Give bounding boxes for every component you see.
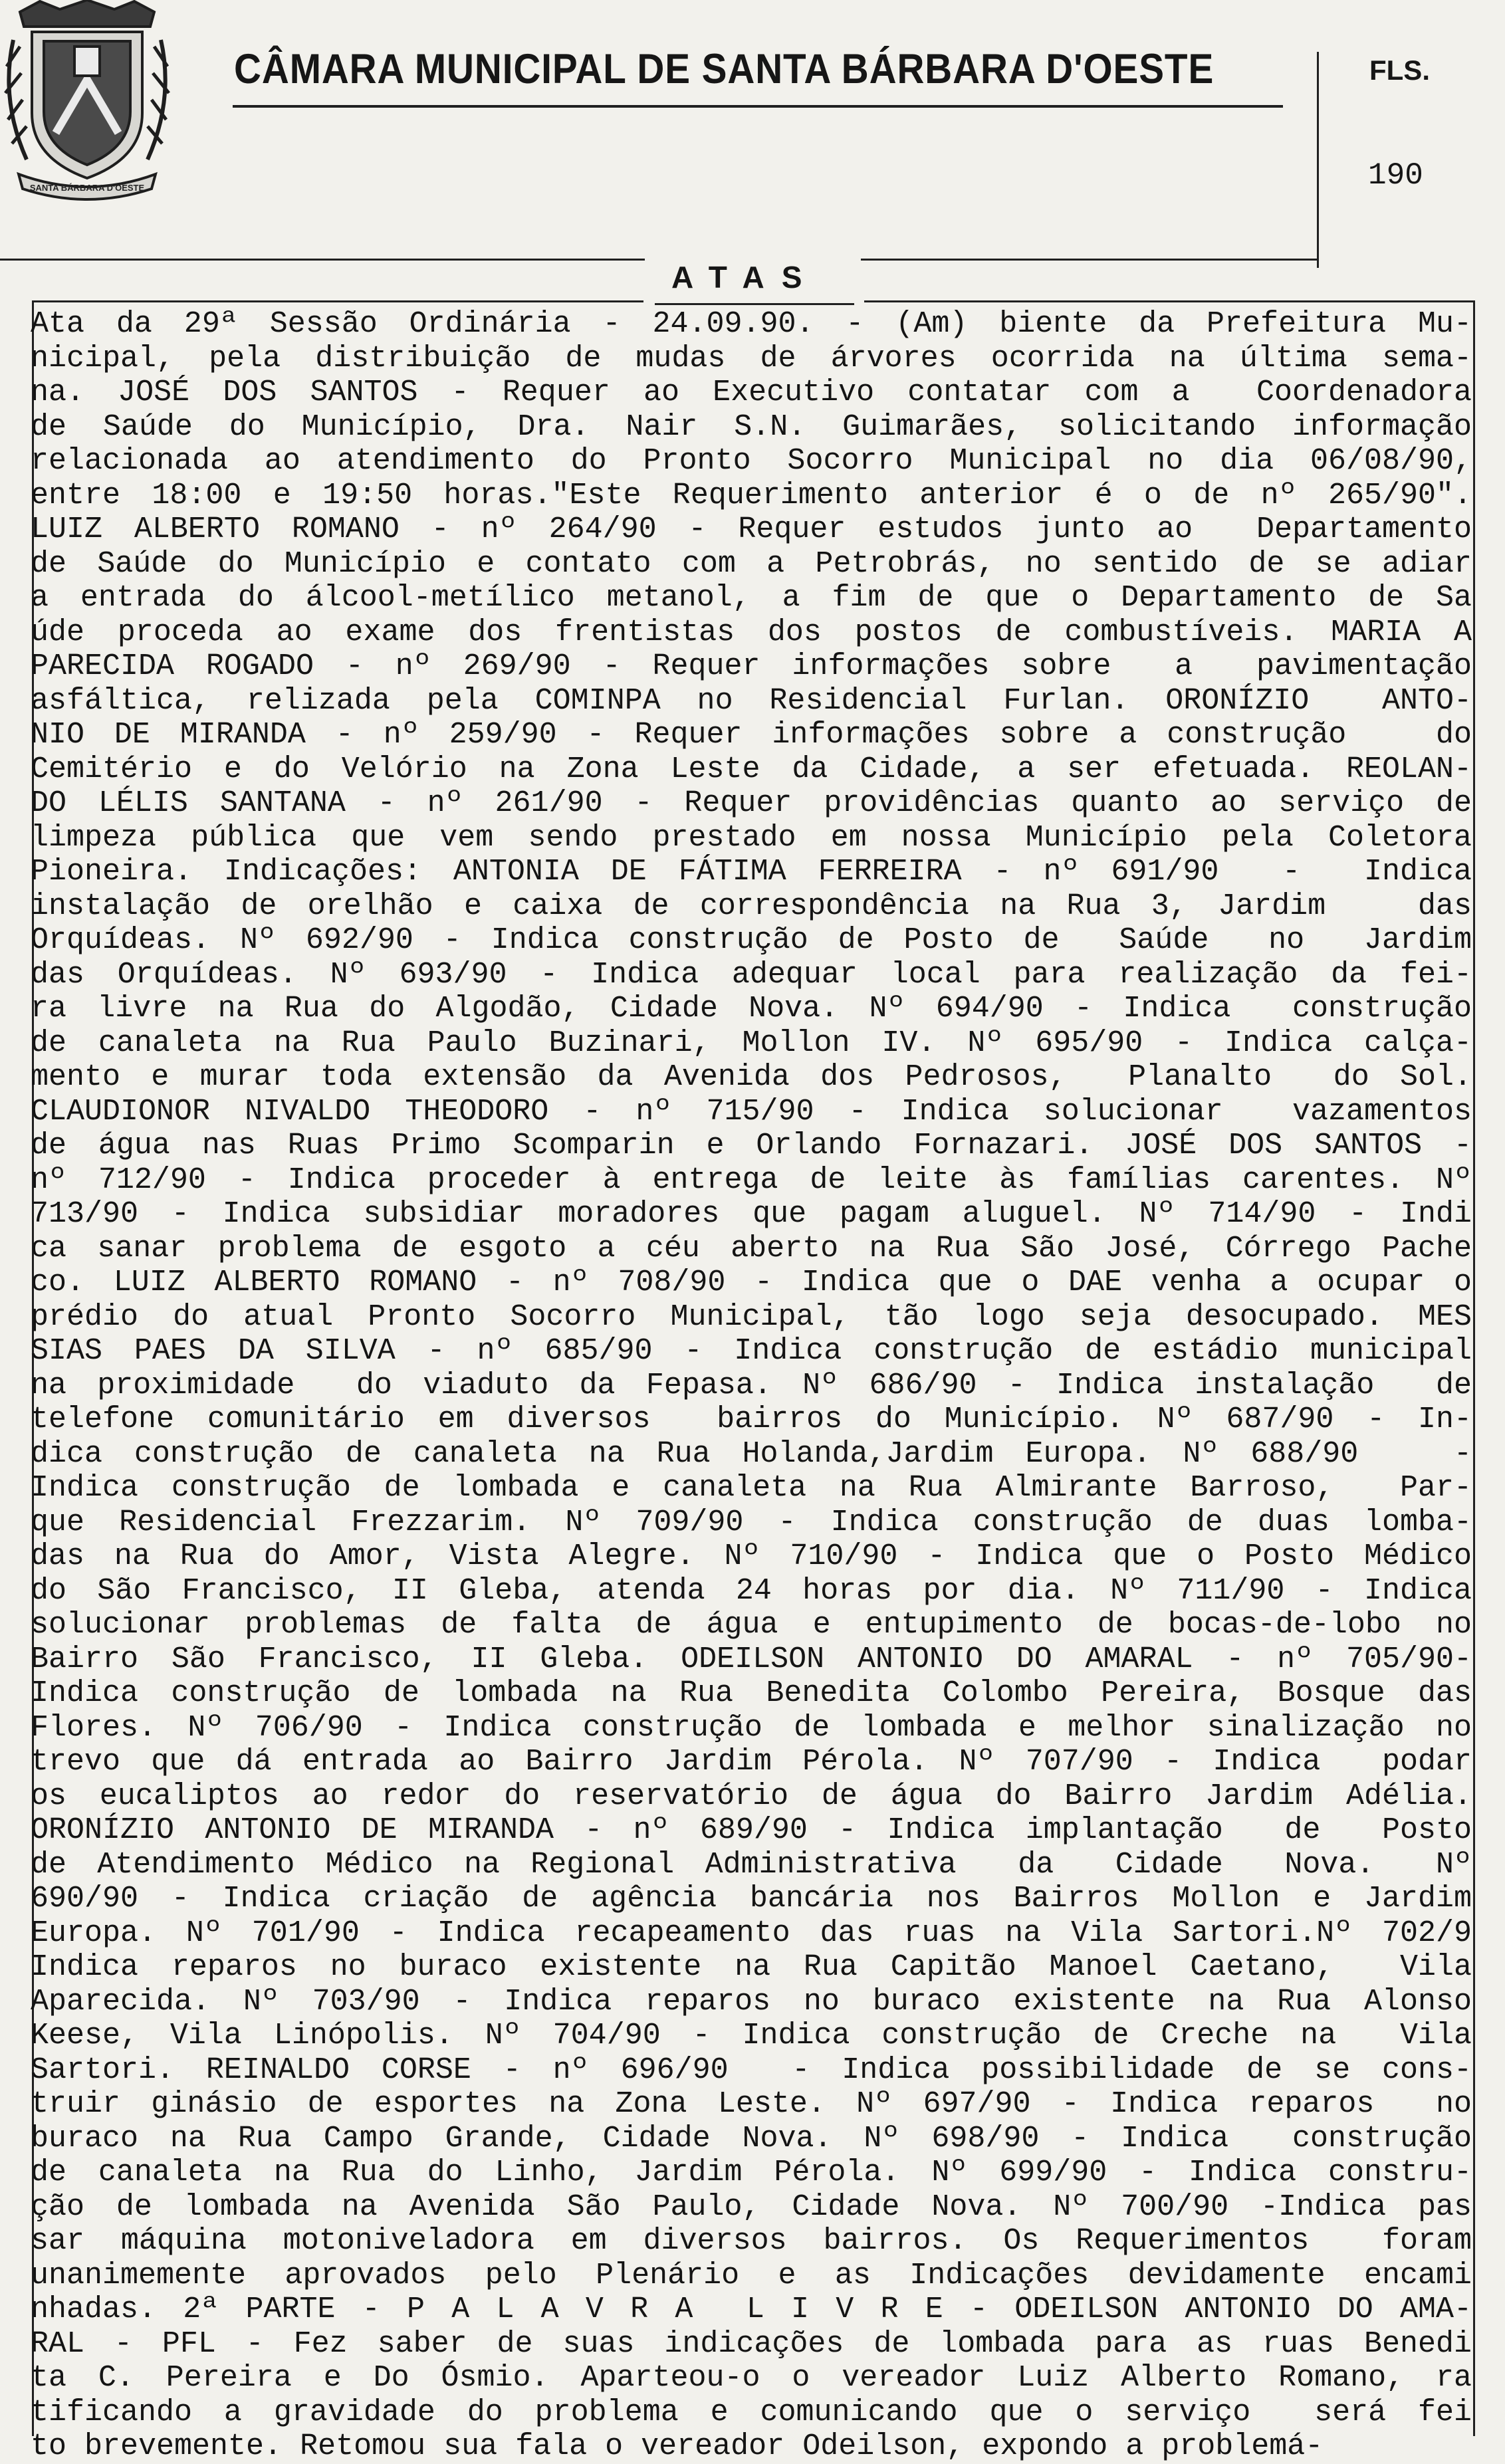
minutes-line: nhadas. 2ª PARTE - P A L A V R A L I V R E - ODEILSON ANTONIO DO AMA- — [31, 2293, 1472, 2326]
minutes-line: ORONÍZIO ANTONIO DE MIRANDA - nº 689/90 - Indica implantação de Posto — [31, 1813, 1472, 1847]
minutes-line: telefone comunitário em diversos bairros do Município. Nº 687/90 - In- — [31, 1402, 1472, 1436]
minutes-line: entre 18:00 e 19:50 horas."Este Requerimento anterior é o de nº 265/90". — [31, 478, 1472, 512]
minutes-line: ta C. Pereira e Do Ósmio. Aparteou-o o vereador Luiz Alberto Romano, ra — [31, 2361, 1472, 2395]
session-minutes-text — [31, 307, 1472, 2464]
minutes-line: LUIZ ALBERTO ROMANO - nº 264/90 - Requer estudos junto ao Departamento — [31, 512, 1472, 546]
crest-ribbon-text: SANTA BÁRBARA D'OESTE — [29, 183, 145, 193]
minutes-line: Indica construção de lombada na Rua Benedita Colombo Pereira, Bosque das — [31, 1676, 1472, 1710]
minutes-line: mento e murar toda extensão da Avenida dos Pedrosos, Planalto do Sol. — [31, 1060, 1472, 1094]
minutes-line: ca sanar problema de esgoto a céu aberto na Rua São José, Córrego Pache — [31, 1231, 1472, 1266]
text-box-border-top-right — [864, 300, 1474, 302]
minutes-line: tificando a gravidade do problema e comunicando que o serviço será fei — [31, 2395, 1472, 2429]
minutes-line: de canaleta na Rua Paulo Buzinari, Mollon IV. Nº 695/90 - Indica calça- — [31, 1026, 1472, 1060]
section-title-underline — [655, 303, 854, 305]
minutes-line: nicipal, pela distribuição de mudas de árvores ocorrida na última sema- — [31, 341, 1472, 376]
minutes-line: dica construção de canaleta na Rua Holanda,Jardim Europa. Nº 688/90 - — [31, 1436, 1472, 1471]
minutes-line: 690/90 - Indica criação de agência bancária nos Bairros Mollon e Jardim — [31, 1882, 1472, 1916]
minutes-line: Orquídeas. Nº 692/90 - Indica construção de Posto de Saúde no Jardim — [31, 923, 1472, 957]
minutes-line: ção de lombada na Avenida São Paulo, Cidade Nova. Nº 700/90 -Indica pas — [31, 2189, 1472, 2224]
fls-label: FLS. — [1369, 55, 1430, 86]
minutes-line: RAL - PFL - Fez saber de suas indicações de lombada para as ruas Benedi — [31, 2326, 1472, 2361]
minutes-line: na. JOSÉ DOS SANTOS - Requer ao Executivo contatar com a Coordenadora — [31, 376, 1472, 409]
minutes-line: os eucaliptos ao redor do reservatório de água do Bairro Jardim Adélia. — [31, 1779, 1472, 1813]
minutes-line: unanimemente aprovados pelo Plenário e as Indicações devidamente encami — [31, 2258, 1472, 2293]
minutes-line: na proximidade do viaduto da Fepasa. Nº 686/90 - Indica instalação de — [31, 1368, 1472, 1402]
minutes-line: nº 712/90 - Indica proceder à entrega de leite às famílias carentes. Nº — [31, 1163, 1472, 1197]
minutes-line: 713/90 - Indica subsidiar moradores que pagam aluguel. Nº 714/90 - Indi — [31, 1197, 1472, 1231]
minutes-line: Flores. Nº 706/90 - Indica construção de lombada e melhor sinalização no — [31, 1710, 1472, 1745]
minutes-line: Ata da 29ª Sessão Ordinária - 24.09.90. - (Am) biente da Prefeitura Mu- — [31, 307, 1472, 341]
minutes-line: Aparecida. Nº 703/90 - Indica reparos no buraco existente na Rua Alonso — [31, 1984, 1472, 2019]
municipal-crest-logo — [0, 0, 174, 207]
minutes-line: de Saúde do Município, Dra. Nair S.N. Guimarães, solicitando informação — [31, 409, 1472, 444]
minutes-line: de Atendimento Médico na Regional Administrativa da Cidade Nova. Nº — [31, 1847, 1472, 1882]
minutes-line: das na Rua do Amor, Vista Alegre. Nº 710/90 - Indica que o Posto Médico — [31, 1539, 1472, 1573]
minutes-line: trevo que dá entrada ao Bairro Jardim Pérola. Nº 707/90 - Indica podar — [31, 1745, 1472, 1779]
minutes-line: do São Francisco, II Gleba, atenda 24 horas por dia. Nº 711/90 - Indica — [31, 1573, 1472, 1608]
text-box-border-right — [1473, 300, 1475, 2436]
minutes-line: buraco na Rua Campo Grande, Cidade Nova. Nº 698/90 - Indica construção — [31, 2121, 1472, 2156]
council-name-heading: CÂMARA MUNICIPAL DE SANTA BÁRBARA D'OESTE — [234, 46, 1215, 92]
top-rule-right — [861, 259, 1318, 261]
minutes-line: de canaleta na Rua do Linho, Jardim Pérola. Nº 699/90 - Indica constru- — [31, 2156, 1472, 2189]
minutes-line: que Residencial Frezzarim. Nº 709/90 - Indica construção de duas lomba- — [31, 1505, 1472, 1539]
minutes-line: truir ginásio de esportes na Zona Leste. Nº 697/90 - Indica reparos no — [31, 2087, 1472, 2121]
minutes-line: sar máquina motoniveladora em diversos bairros. Os Requerimentos foram — [31, 2224, 1472, 2258]
minutes-line: solucionar problemas de falta de água e entupimento de bocas-de-lobo no — [31, 1608, 1472, 1642]
minutes-line: Europa. Nº 701/90 - Indica recapeamento das ruas na Vila Sartori.Nº 702/9 — [31, 1916, 1472, 1950]
minutes-line: SIAS PAES DA SILVA - nº 685/90 - Indica construção de estádio municipal — [31, 1334, 1472, 1368]
minutes-line: Cemitério e do Velório na Zona Leste da Cidade, a ser efetuada. REOLAN- — [31, 752, 1472, 786]
minutes-line: DO LÉLIS SANTANA - nº 261/90 - Requer providências quanto ao serviço de — [31, 786, 1472, 820]
minutes-line: instalação de orelhão e caixa de correspondência na Rua 3, Jardim das — [31, 889, 1472, 923]
minutes-line: de água nas Ruas Primo Scomparin e Orlando Fornazari. JOSÉ DOS SANTOS - — [31, 1129, 1472, 1163]
minutes-line: Keese, Vila Linópolis. Nº 704/90 - Indica construção de Creche na Vila — [31, 2019, 1472, 2053]
minutes-line: relacionada ao atendimento do Pronto Socorro Municipal no dia 06/08/90, — [31, 444, 1472, 478]
minutes-line: úde proceda ao exame dos frentistas dos postos de combustíveis. MARIA A — [31, 615, 1472, 649]
section-title: ATAS — [671, 260, 820, 294]
minutes-line: asfáltica, relizada pela COMINPA no Residencial Furlan. ORONÍZIO ANTO- — [31, 683, 1472, 718]
minutes-line: CLAUDIONOR NIVALDO THEODORO - nº 715/90 - Indica solucionar vazamentos — [31, 1094, 1472, 1129]
text-box-border-top-left — [32, 300, 643, 302]
minutes-line: co. LUIZ ALBERTO ROMANO - nº 708/90 - Indica que o DAE venha a ocupar o — [31, 1266, 1472, 1299]
minutes-line: ra livre na Rua do Algodão, Cidade Nova. Nº 694/90 - Indica construção — [31, 992, 1472, 1026]
minutes-line: limpeza pública que vem sendo prestado em nossa Município pela Coletora — [31, 820, 1472, 855]
minutes-line: NIO DE MIRANDA - nº 259/90 - Requer informações sobre a construção do — [31, 718, 1472, 752]
page-number: 190 — [1368, 158, 1423, 193]
top-rule-left — [0, 259, 645, 261]
minutes-line: Bairro São Francisco, II Gleba. ODEILSON ANTONIO DO AMARAL - nº 705/90- — [31, 1642, 1472, 1676]
minutes-line: de Saúde do Município e contato com a Petrobrás, no sentido de se adiar — [31, 546, 1472, 581]
minutes-line: das Orquídeas. Nº 693/90 - Indica adequar local para realização da fei- — [31, 957, 1472, 992]
minutes-line: a entrada do álcool-metílico metanol, a fim de que o Departamento de Sa — [31, 581, 1472, 615]
minutes-line: Indica construção de lombada e canaleta na Rua Almirante Barroso, Par- — [31, 1471, 1472, 1505]
minutes-line: to brevemente. Retomou sua fala o vereador Odeilson, expondo a problemá- — [31, 2429, 1324, 2463]
minutes-line: Sartori. REINALDO CORSE - nº 696/90 - Indica possibilidade de se cons- — [31, 2053, 1472, 2087]
minutes-line: Indica reparos no buraco existente na Rua Capitão Manoel Caetano, Vila — [31, 1950, 1472, 1984]
minutes-line: PARECIDA ROGADO - nº 269/90 - Requer informações sobre a pavimentação — [31, 649, 1472, 683]
header-divider — [233, 105, 1283, 108]
minutes-line: prédio do atual Pronto Socorro Municipal, tão logo seja desocupado. MES — [31, 1299, 1472, 1334]
header-vertical-divider — [1317, 52, 1319, 268]
minutes-line: Pioneira. Indicações: ANTONIA DE FÁTIMA FERREIRA - nº 691/90 - Indica — [31, 855, 1472, 889]
